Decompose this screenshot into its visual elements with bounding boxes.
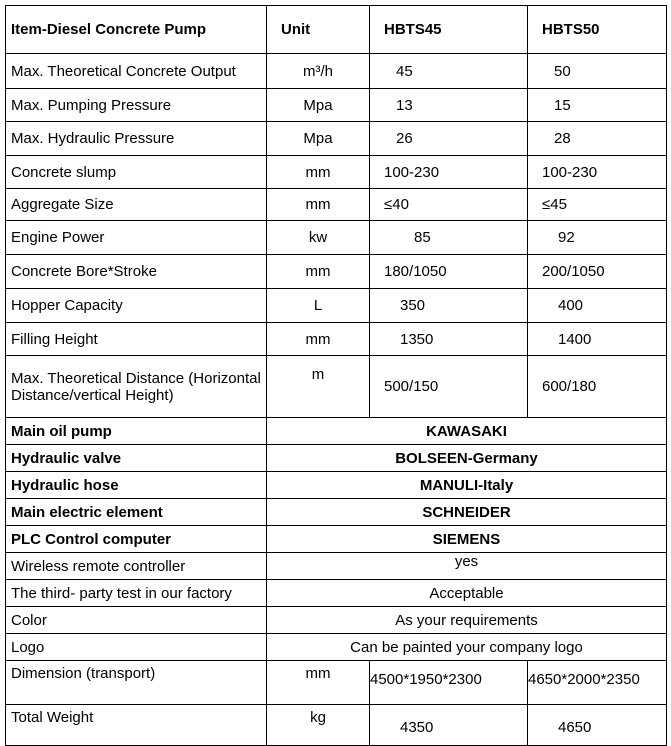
row-value-hbts45: 100-230	[370, 156, 528, 189]
row-value-shared: SCHNEIDER	[267, 499, 667, 526]
row-value-hbts45: 85	[370, 221, 528, 255]
row-label: Aggregate Size	[6, 189, 267, 221]
row-label: Max. Theoretical Concrete Output	[6, 54, 267, 89]
table-row	[6, 705, 667, 746]
row-value-hbts50: ≤45	[528, 189, 667, 221]
table-row	[6, 580, 667, 607]
row-unit: mm	[267, 255, 370, 289]
row-value-hbts45: 26	[370, 122, 528, 156]
row-value-shared: MANULI-Italy	[267, 472, 667, 499]
table-row	[6, 323, 667, 356]
table-row	[6, 54, 667, 89]
row-unit: L	[267, 289, 370, 323]
row-value-hbts50: 50	[528, 54, 667, 89]
row-value-hbts50: 1400	[528, 323, 667, 356]
row-value-hbts45: ≤40	[370, 189, 528, 221]
row-value-shared: yes	[267, 553, 667, 580]
table-row	[6, 499, 667, 526]
row-value-shared: As your requirements	[267, 607, 667, 634]
table-row	[6, 526, 667, 553]
row-label: Concrete slump	[6, 156, 267, 189]
table-row	[6, 221, 667, 255]
row-value-hbts45: 13	[370, 89, 528, 122]
row-label: Max. Pumping Pressure	[6, 89, 267, 122]
table-row	[6, 189, 667, 221]
row-value-hbts45: 500/150	[370, 356, 528, 418]
table-row	[6, 634, 667, 661]
row-unit: mm	[267, 189, 370, 221]
row-label: Color	[6, 607, 267, 634]
row-value-hbts50: 4650*2000*2350	[528, 661, 667, 705]
row-unit: Mpa	[267, 89, 370, 122]
row-label: The third- party test in our factory	[6, 580, 267, 607]
row-label: Logo	[6, 634, 267, 661]
table-row	[6, 553, 667, 580]
table-row	[6, 122, 667, 156]
row-label: Hydraulic valve	[6, 445, 267, 472]
table-row	[6, 418, 667, 445]
row-unit: kg	[267, 705, 370, 746]
row-value-hbts45: 350	[370, 289, 528, 323]
row-value-shared: Acceptable	[267, 580, 667, 607]
row-unit: kw	[267, 221, 370, 255]
header-unit: Unit	[267, 6, 370, 54]
row-value-hbts50: 4650	[528, 705, 667, 746]
row-label: Wireless remote controller	[6, 553, 267, 580]
row-value-hbts45: 4500*1950*2300	[370, 661, 528, 705]
row-value-shared: BOLSEEN-Germany	[267, 445, 667, 472]
table-row	[6, 472, 667, 499]
row-value-hbts45: 180/1050	[370, 255, 528, 289]
row-unit: mm	[267, 156, 370, 189]
row-label: Engine Power	[6, 221, 267, 255]
table-row	[6, 607, 667, 634]
row-value-hbts45: 1350	[370, 323, 528, 356]
row-unit: mm	[267, 323, 370, 356]
row-value-hbts45: 4350	[370, 705, 528, 746]
row-label: Max. Hydraulic Pressure	[6, 122, 267, 156]
table-row	[6, 445, 667, 472]
row-value-shared: KAWASAKI	[267, 418, 667, 445]
row-value-shared: Can be painted your company logo	[267, 634, 667, 661]
row-label: Filling Height	[6, 323, 267, 356]
header-model-hbts50: HBTS50	[528, 6, 667, 54]
header-model-hbts45: HBTS45	[370, 6, 528, 54]
header-item: Item-Diesel Concrete Pump	[6, 6, 267, 54]
row-value-hbts50: 600/180	[528, 356, 667, 418]
row-value-hbts50: 28	[528, 122, 667, 156]
row-label: Main oil pump	[6, 418, 267, 445]
row-label: Total Weight	[6, 705, 267, 746]
row-unit: m	[267, 356, 370, 418]
row-unit: Mpa	[267, 122, 370, 156]
row-value-hbts50: 200/1050	[528, 255, 667, 289]
table-row	[6, 356, 667, 418]
row-unit: m³/h	[267, 54, 370, 89]
row-label: Dimension (transport)	[6, 661, 267, 705]
row-value-shared: SIEMENS	[267, 526, 667, 553]
table-row	[6, 89, 667, 122]
specification-table	[5, 5, 667, 746]
row-label: Hydraulic hose	[6, 472, 267, 499]
header-row	[6, 6, 667, 54]
table-row	[6, 255, 667, 289]
row-value-hbts50: 15	[528, 89, 667, 122]
row-value-hbts50: 92	[528, 221, 667, 255]
row-value-hbts45: 45	[370, 54, 528, 89]
row-label: Max. Theoretical Distance (Horizontal Distance/vertical Height)	[6, 356, 267, 418]
table-row	[6, 661, 667, 705]
row-value-hbts50: 100-230	[528, 156, 667, 189]
row-label: PLC Control computer	[6, 526, 267, 553]
row-label: Main electric element	[6, 499, 267, 526]
row-unit: mm	[267, 661, 370, 705]
row-value-hbts50: 400	[528, 289, 667, 323]
row-label: Hopper Capacity	[6, 289, 267, 323]
table-row	[6, 156, 667, 189]
row-label: Concrete Bore*Stroke	[6, 255, 267, 289]
table-row	[6, 289, 667, 323]
